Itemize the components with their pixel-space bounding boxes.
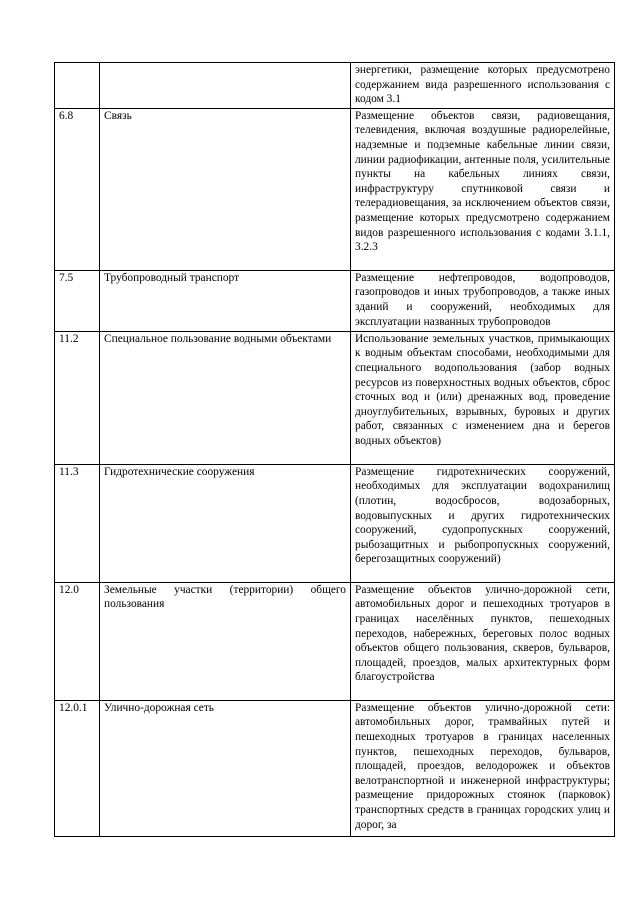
row-description: Размещение нефтепроводов, водопроводов, газопроводов и иных трубопроводов, а также иных зданий и сооружений, необходимых для эксплуатации названных трубопроводов — [351, 270, 615, 331]
row-name: Улично-дорожная сеть — [100, 700, 351, 836]
table-row — [55, 63, 615, 109]
row-description: энергетики, размещение которых предусмотрено содержанием вида разрешенного использования с кодом 3.1 — [351, 63, 615, 109]
row-code: 12.0 — [55, 582, 100, 700]
table-row — [55, 331, 615, 464]
row-code: 6.8 — [55, 108, 100, 270]
row-description: Размещение объектов улично-дорожной сети, автомобильных дорог и пешеходных тротуаров в границах населённых пунктов, пешеходных переходов, набережных, береговых полос водных объектов общего пользования, скверов, бульваров, площадей, проездов, малых архитектурных форм благоустройства — [351, 582, 615, 700]
row-name: Специальное пользование водными объектами — [100, 331, 351, 464]
table-row — [55, 464, 615, 582]
row-description: Размещение гидротехнических сооружений, необходимых для эксплуатации водохранилищ (плотин, водосбросов, водозаборных, водовыпускных и других гидротехнических сооружений, судопропускных сооружений, рыбозащитных и рыбопропускных сооружений, берегозащитных сооружений) — [351, 464, 615, 582]
row-description: Размещение объектов улично-дорожной сети: автомобильных дорог, трамвайных путей и пешеходных тротуаров в границах населенных пунктов, пешеходных переходов, бульваров, площадей, проездов, велодорожек и объектов велотранспортной и инженерной инфраструктуры; размещение придорожных стоянок (парковок) транспортных средств в границах городских улиц и дорог, за — [351, 700, 615, 836]
row-code — [55, 63, 100, 109]
row-description: Размещение объектов связи, радиовещания, телевидения, включая воздушные радиорелейные, надземные и подземные кабельные линии связи, линии радиофикации, антенные поля, усилительные пункты на кабельных линиях связи, инфраструктуру спутниковой связи и телерадиовещания, за исключением объектов связи, размещение которых предусмотрено содержанием видов разрешенного использования с кодами 3.1.1, 3.2.3 — [351, 108, 615, 270]
row-code: 11.3 — [55, 464, 100, 582]
row-code: 11.2 — [55, 331, 100, 464]
table-row — [55, 270, 615, 331]
row-name: Связь — [100, 108, 351, 270]
row-name: Гидротехнические сооружения — [100, 464, 351, 582]
row-code: 12.0.1 — [55, 700, 100, 836]
row-description: Использование земельных участков, примыкающих к водным объектам способами, необходимыми для специального водопользования (забор водных ресурсов из поверхностных водных объектов, сброс сточных вод и (или) дренажных вод, проведение дноуглубительных, взрывных, буровых и других работ, связанных с изменением дна и берегов водных объектов) — [351, 331, 615, 464]
table-row — [55, 582, 615, 700]
row-name: Трубопроводный транспорт — [100, 270, 351, 331]
row-name — [100, 63, 351, 109]
table-row — [55, 700, 615, 836]
row-name: Земельные участки (территории) общего пользования — [100, 582, 351, 700]
land-use-table — [54, 62, 615, 837]
row-code: 7.5 — [55, 270, 100, 331]
table-row — [55, 108, 615, 270]
